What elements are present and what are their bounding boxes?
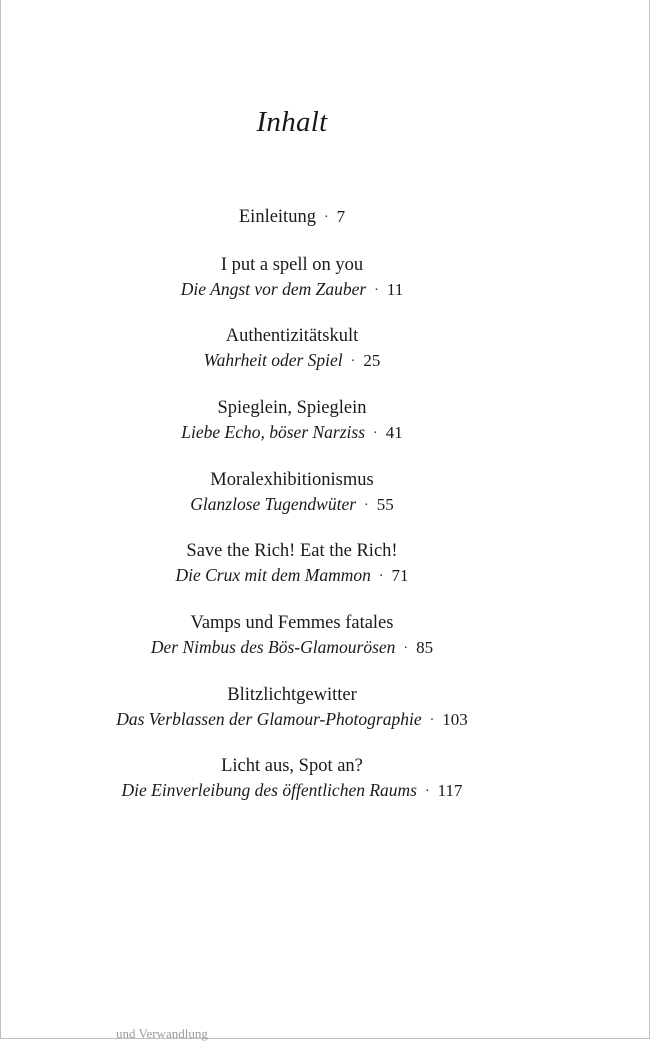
toc-entry-subtitle: Wahrheit oder Spiel — [203, 350, 343, 370]
toc-entry-title: Authentizitätskult — [225, 326, 359, 346]
toc-page-number: 11 — [386, 280, 404, 299]
toc-page-number: 55 — [376, 495, 394, 514]
toc-page-number: 117 — [437, 781, 463, 800]
toc-entry-introduction — [1, 205, 583, 229]
toc-page-number: 85 — [416, 638, 434, 657]
toc-entry-title: Vamps und Femmes fatales — [190, 613, 394, 633]
toc-entry — [1, 611, 583, 659]
toc-entry — [1, 396, 583, 444]
toc-entry-title-line — [1, 205, 583, 229]
toc-page-number: 25 — [363, 351, 381, 370]
toc-entry-subtitle-line — [1, 778, 583, 802]
toc-entry — [1, 683, 583, 731]
toc-page-number: 41 — [385, 423, 403, 442]
toc-entry-title: Moralexhibitionismus — [210, 470, 374, 490]
toc-entry-subtitle-line — [1, 492, 583, 516]
toc-entry-subtitle: Die Einverleibung des öffentlichen Raums — [121, 780, 417, 800]
separator-dot: · — [403, 641, 409, 656]
toc-entry-subtitle: Die Angst vor dem Zauber — [180, 279, 367, 299]
separator-dot: · — [378, 569, 384, 584]
toc-entry-subtitle-line — [1, 563, 583, 587]
toc-page-number: 71 — [391, 566, 409, 585]
toc-entry-subtitle: Liebe Echo, böser Narziss — [181, 422, 366, 442]
toc-entry-subtitle: Die Crux mit dem Mammon — [175, 565, 371, 585]
separator-dot: · — [323, 210, 329, 225]
toc-entry-subtitle-line — [1, 348, 583, 372]
toc-entry — [1, 468, 583, 516]
separator-dot: · — [424, 784, 430, 799]
separator-dot: · — [373, 426, 378, 441]
toc-entry — [1, 324, 583, 372]
toc-entry-title: Save the Rich! Eat the Rich! — [186, 541, 398, 561]
separator-dot: · — [364, 498, 369, 513]
toc-entry-subtitle-line — [1, 635, 583, 659]
page-title: Inhalt — [256, 106, 328, 138]
separator-dot: · — [429, 713, 435, 728]
toc-entry-subtitle: Glanzlose Tugendwüter — [190, 494, 357, 514]
toc-entry-subtitle-line — [1, 277, 583, 301]
toc-entry-title: I put a spell on you — [220, 255, 364, 275]
toc-entry-title: Blitzlichtgewitter — [227, 685, 357, 705]
toc-entry-subtitle-line — [1, 707, 583, 731]
toc-entry — [1, 539, 583, 587]
toc-entry-subtitle: Das Verblassen der Glamour-Photographie — [116, 709, 422, 729]
toc-entry-title: Einleitung — [238, 207, 316, 227]
toc-page-number: 7 — [336, 207, 346, 226]
separator-dot: · — [374, 283, 379, 298]
toc-entry-subtitle-line — [1, 420, 583, 444]
separator-dot: · — [350, 354, 356, 369]
toc-entry — [1, 253, 583, 301]
toc-entry-subtitle: Der Nimbus des Bös-Glamourösen — [150, 637, 396, 657]
toc-entry — [1, 754, 583, 802]
toc-page-number: 103 — [442, 710, 468, 729]
fragment-text: und Verwandlung — [116, 1026, 208, 1041]
next-page-text-fragment — [116, 1026, 228, 1041]
toc-entry-title: Spieglein, Spieglein — [217, 398, 367, 418]
toc-entry-title: Licht aus, Spot an? — [221, 756, 363, 776]
